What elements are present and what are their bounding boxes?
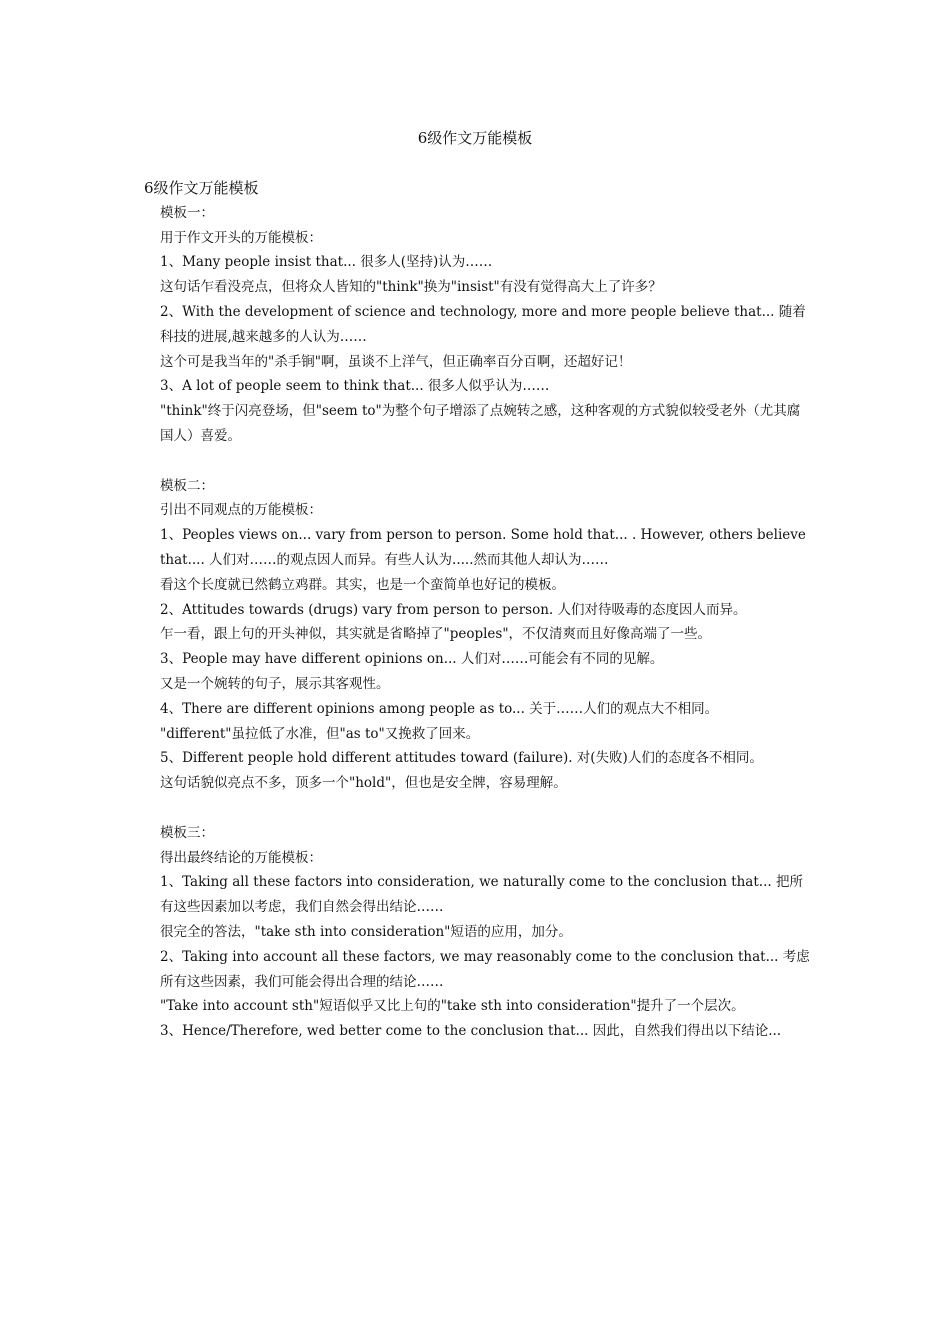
template-sentence: 3、People may have different opinions on... 人们对……可能会有不同的见解。 bbox=[160, 651, 664, 668]
document-heading: 6级作文万能模板 bbox=[144, 179, 259, 197]
document-body bbox=[144, 176, 812, 1044]
template-comment: 这句话貌似亮点不多，顶多一个"hold"，但也是安全牌，容易理解。 bbox=[160, 775, 567, 792]
template-section-3 bbox=[144, 821, 812, 1044]
template-sentence: 3、Hence/Therefore, wed better come to the conclusion that... 因此，自然我们得出以下结论... bbox=[160, 1023, 782, 1040]
template-sentence: 1、Taking all these factors into consideration, we naturally come to the conclusion that... 把所有这些因素加以考虑，我们自然会得出结论…… bbox=[160, 874, 803, 916]
template-sentence: 5、Different people hold different attitudes toward (failure). 对(失败)人们的态度各不相同。 bbox=[160, 750, 763, 767]
template-sentence: 4、There are different opinions among people as to... 关于……人们的观点大不相同。 bbox=[160, 700, 719, 717]
template-comment: 又是一个婉转的句子，展示其客观性。 bbox=[160, 675, 390, 692]
template-comment: 这个可是我当年的"杀手锏"啊，虽谈不上洋气，但正确率百分百啊，还超好记！ bbox=[160, 353, 632, 370]
template-comment: "Take into account sth"短语似乎又比上句的"take sth into consideration"提升了一个层次。 bbox=[160, 998, 745, 1015]
spacer bbox=[144, 449, 812, 474]
template-comment: "different"虽拉低了水准，但"as to"又挽救了回来。 bbox=[160, 725, 480, 742]
template-comment: 很完全的答法，"take sth into consideration"短语的应用，加分。 bbox=[160, 923, 572, 940]
template-comment: 乍一看，跟上句的开头神似，其实就是省略掉了"peoples"，不仅清爽而且好像高端了一些。 bbox=[160, 626, 712, 643]
page-title: 6级作文万能模板 bbox=[417, 129, 533, 147]
template-comment: "think"终于闪亮登场，但"seem to"为整个句子增添了点婉转之感，这种客观的方式貌似较受老外（尤其腐国人）喜爱。 bbox=[160, 403, 801, 444]
template-section-2 bbox=[144, 474, 812, 796]
section-title: 模板三： bbox=[160, 824, 214, 841]
template-sentence: 2、Attitudes towards (drugs) vary from person to person. 人们对待吸毒的态度因人而异。 bbox=[160, 601, 747, 618]
template-sentence: 2、With the development of science and technology, more and more people believe that... 随着科技的进展,越来越多的人认为…… bbox=[160, 303, 806, 345]
template-sentence: 3、A lot of people seem to think that... 很多人似乎认为…… bbox=[160, 378, 550, 395]
template-comment: 这句话乍看没亮点，但将众人皆知的"think"换为"insist"有没有觉得高大上了许多？ bbox=[160, 279, 662, 296]
template-comment: 看这个长度就已然鹤立鸡群。其实，也是一个蛮简单也好记的模板。 bbox=[160, 576, 565, 593]
spacer bbox=[144, 796, 812, 821]
section-title: 模板二： bbox=[160, 477, 214, 494]
template-sentence: 2、Taking into account all these factors, we may reasonably come to the conclusion that... 考虑所有这些因素，我们可能会得出合理的结论…… bbox=[160, 948, 810, 990]
section-purpose: 用于作文开头的万能模板： bbox=[160, 229, 322, 246]
section-purpose: 引出不同观点的万能模板： bbox=[160, 502, 322, 519]
template-sentence: 1、Many people insist that... 很多人(坚持)认为…… bbox=[160, 254, 493, 271]
template-section-1 bbox=[144, 201, 812, 449]
section-title: 模板一： bbox=[160, 204, 214, 221]
template-sentence: 1、Peoples views on... vary from person to person. Some hold that... . However, others believe that.... 人们对……的观点因人而异。有些人认为.....然而其他人却认为…… bbox=[160, 527, 811, 568]
section-purpose: 得出最终结论的万能模板： bbox=[160, 849, 322, 866]
